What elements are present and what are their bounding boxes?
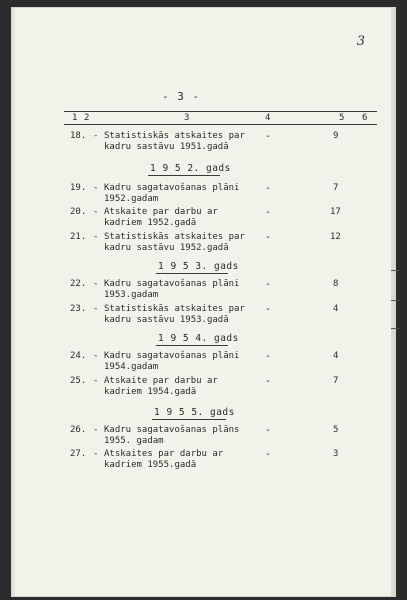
header-col-1: 1 — [72, 113, 78, 123]
header-col-3: 3 — [184, 113, 190, 123]
entry-title-line2: 1954.gadam — [104, 362, 159, 372]
entry-title-line1: Kadru sagatavošanas plāni — [104, 183, 240, 193]
entry-col4: - — [265, 351, 272, 362]
year-underline — [148, 175, 220, 176]
entry-number: 19. — [70, 183, 87, 193]
entry-col4: - — [265, 304, 272, 315]
entry-title-line1: Statistiskās atskaites par — [104, 304, 245, 314]
entry-title-line1: Statistiskās atskaites par — [104, 232, 245, 242]
header-col-5: 5 — [339, 113, 345, 123]
entry-title-line2: 1955. gadam — [104, 436, 164, 446]
entry-title-line1: Kadru sagatavošanas plāns — [104, 425, 240, 435]
entry-number: 18. — [70, 131, 87, 141]
entry-title-line1: Atskaite par darbu ar — [104, 207, 218, 217]
entry-col4: - — [265, 131, 272, 142]
entry-title-line1: Atskaites par darbu ar — [104, 449, 224, 459]
entry-col5: 12 — [330, 232, 341, 242]
entry-title-line1: Statistiskās atskaites par — [104, 131, 245, 141]
year-heading: 1 9 5 5. gads — [154, 407, 235, 418]
entry-title-line2: kadriem 1952.gadā — [104, 218, 197, 228]
page-binding-edge — [12, 8, 15, 596]
entry-col4: - — [265, 279, 272, 290]
entry-col5: 8 — [333, 279, 339, 289]
entry-col5: 17 — [330, 207, 341, 217]
entry-dash: - — [93, 131, 99, 141]
entry-title-line2: 1953.gadam — [104, 290, 159, 300]
header-col-6: 6 — [362, 113, 368, 123]
entry-col5: 3 — [333, 449, 339, 459]
entry-dash: - — [93, 207, 99, 217]
entry-dash: - — [93, 449, 99, 459]
entry-col5: 4 — [333, 304, 339, 314]
entry-col5: 9 — [333, 131, 339, 141]
entry-col4: - — [265, 232, 272, 243]
entry-col4: - — [265, 376, 272, 387]
year-heading: 1 9 5 4. gads — [158, 333, 239, 344]
entry-dash: - — [93, 304, 99, 314]
edge-tab-mark — [391, 328, 399, 329]
handwritten-page-mark: 3 — [356, 34, 365, 49]
entry-number: 27. — [70, 449, 87, 459]
entry-number: 21. — [70, 232, 87, 242]
entry-col5: 7 — [333, 376, 339, 386]
entry-number: 20. — [70, 207, 87, 217]
header-col-4: 4 — [265, 113, 271, 123]
document-page — [12, 8, 395, 596]
entry-number: 23. — [70, 304, 87, 314]
header-col-2: 2 — [84, 113, 90, 123]
edge-tab-mark — [391, 300, 399, 301]
page-right-edge — [391, 8, 395, 596]
entry-number: 24. — [70, 351, 87, 361]
entry-title-line2: kadriem 1955.gadā — [104, 460, 197, 470]
entry-dash: - — [93, 351, 99, 361]
entry-col5: 7 — [333, 183, 339, 193]
year-underline — [156, 345, 228, 346]
year-underline — [156, 273, 228, 274]
entry-col4: - — [265, 207, 272, 218]
entry-col4: - — [265, 183, 272, 194]
year-heading: 1 9 5 2. gads — [150, 163, 231, 174]
entry-number: 22. — [70, 279, 87, 289]
entry-number: 26. — [70, 425, 87, 435]
entry-dash: - — [93, 425, 99, 435]
entry-col5: 5 — [333, 425, 339, 435]
entry-col5: 4 — [333, 351, 339, 361]
entry-title-line1: Kadru sagatavošanas plāni — [104, 351, 240, 361]
entry-title-line2: kadriem 1954.gadā — [104, 387, 197, 397]
entry-title-line1: Atskaite par darbu ar — [104, 376, 218, 386]
entry-number: 25. — [70, 376, 87, 386]
edge-tab-mark — [391, 270, 399, 271]
entry-title-line1: Kadru sagatavošanas plāni — [104, 279, 240, 289]
page-number: - 3 - — [162, 90, 201, 103]
entry-dash: - — [93, 279, 99, 289]
entry-title-line2: kadru sastāvu 1953.gadā — [104, 315, 229, 325]
entry-title-line2: 1952.gadam — [104, 194, 159, 204]
entry-dash: - — [93, 183, 99, 193]
year-heading: 1 9 5 3. gads — [158, 261, 239, 272]
entry-col4: - — [265, 449, 272, 460]
entry-dash: - — [93, 376, 99, 386]
table-header-rule — [64, 124, 377, 125]
entry-title-line2: kadru sastāvu 1951.gadā — [104, 142, 229, 152]
entry-dash: - — [93, 232, 99, 242]
year-underline — [152, 419, 226, 420]
entry-col4: - — [265, 425, 272, 436]
entry-title-line2: kadru sastāvu 1952.gadā — [104, 243, 229, 253]
